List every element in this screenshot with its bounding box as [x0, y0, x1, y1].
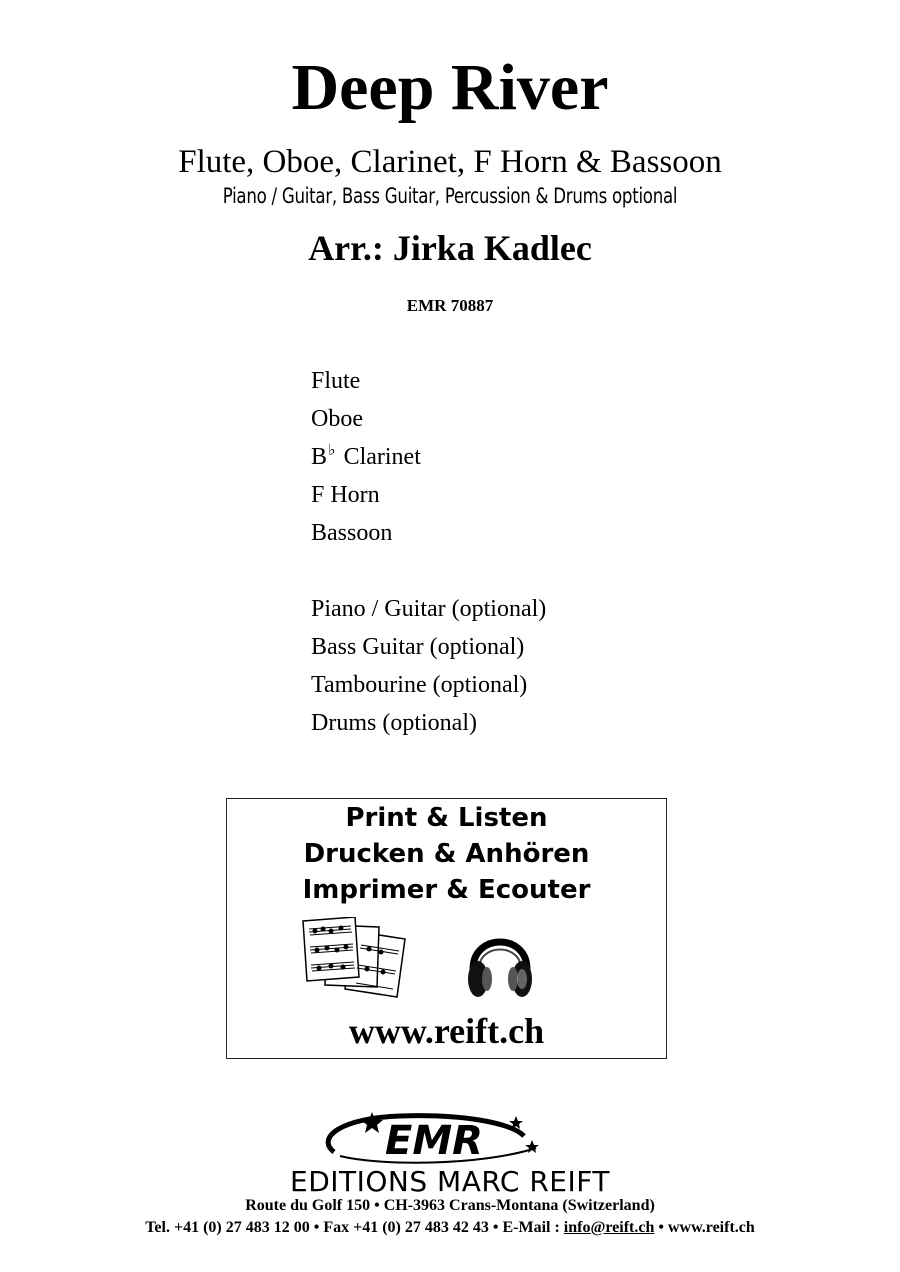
clarinet-key: B — [311, 444, 328, 470]
headphones-icon — [465, 919, 535, 1003]
part-clarinet — [311, 438, 546, 476]
instrumentation-subtitle: Flute, Oboe, Clarinet, F Horn & Bassoon — [178, 144, 722, 180]
contact-website: • www.reift.ch — [654, 1219, 755, 1236]
part-tambourine: Tambourine (optional) — [311, 672, 528, 698]
part-bassoon: Bassoon — [311, 520, 393, 546]
publisher-address: Route du Golf 150 • CH-3963 Crans-Montana (Switzerland) — [245, 1197, 655, 1214]
promo-line-english: Print & Listen — [345, 803, 548, 833]
part-f-horn: F Horn — [311, 482, 380, 508]
promo-line-german: Drucken & Anhören — [303, 839, 590, 869]
emr-logo — [310, 1108, 550, 1172]
email-link[interactable]: info@reift.ch — [563, 1219, 655, 1236]
optional-instruments-line: Piano / Guitar, Bass Guitar, Percussion & Drums optional — [222, 184, 678, 208]
promo-line-french: Imprimer & Ecouter — [302, 875, 591, 905]
promo-website-link[interactable]: www.reift.ch — [348, 1011, 545, 1051]
catalog-number: EMR 70887 — [406, 296, 494, 315]
part-flute: Flute — [311, 368, 361, 394]
arranger-credit: Arr.: Jirka Kadlec — [308, 228, 592, 268]
sheet-music-icon — [301, 917, 413, 1001]
page-title: Deep River — [291, 51, 609, 124]
part-bass-guitar: Bass Guitar (optional) — [311, 634, 525, 660]
part-piano-guitar: Piano / Guitar (optional) — [311, 596, 547, 622]
flat-symbol: ♭ — [328, 442, 336, 459]
publisher-name: EDITIONS MARC REIFT — [290, 1165, 610, 1198]
emr-logo-text: EMR — [385, 1118, 483, 1164]
print-listen-box — [226, 798, 667, 1059]
part-drums: Drums (optional) — [311, 710, 477, 736]
contact-phone-fax: Tel. +41 (0) 27 483 12 00 • Fax +41 (0) 27 483 42 43 • E-Mail : — [145, 1219, 564, 1236]
part-oboe: Oboe — [311, 406, 363, 432]
clarinet-label: Clarinet — [337, 444, 421, 470]
publisher-contact — [0, 1217, 900, 1239]
parts-list — [311, 362, 546, 742]
parts-spacer — [311, 552, 546, 590]
